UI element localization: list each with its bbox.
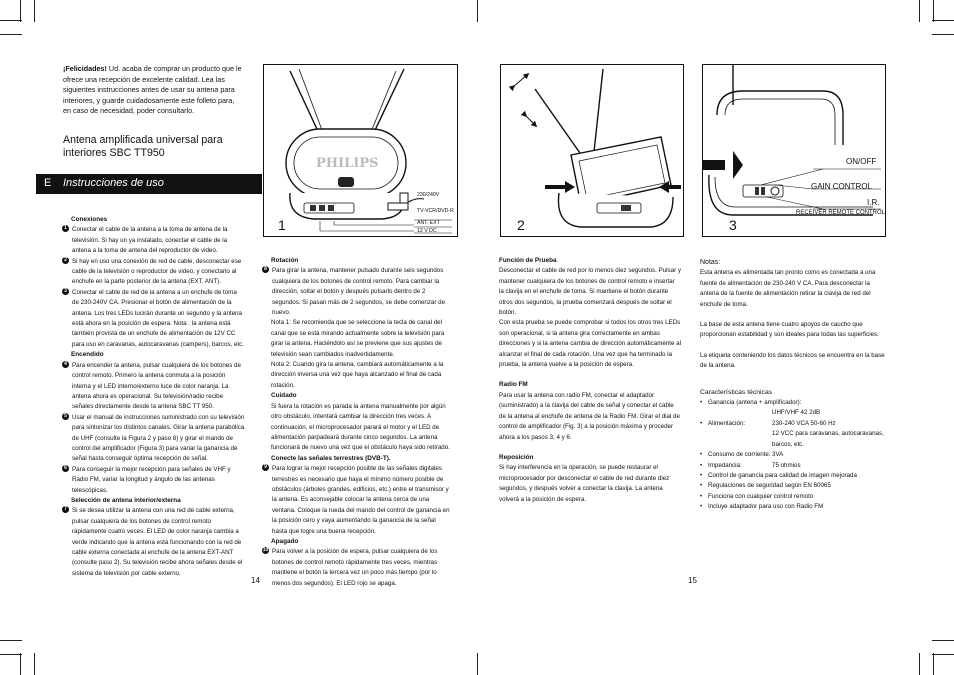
crop-mark <box>919 653 920 675</box>
step-text: Para volver a la posición de espera, pulsar cualquiera de los botones de control remoto rápidamente tres veces, mientras mantiene el botón la tercera vez un poco más tiempo (por lo menos dos segundos). El LED rojo se apaga. <box>272 548 438 587</box>
heading-seleccion: Selección de antena interior/externa <box>71 496 181 504</box>
heading-cuidado: Cuidado <box>271 392 297 400</box>
intro-paragraph <box>63 64 243 117</box>
page-number-right: 15 <box>688 576 697 585</box>
crop-mark <box>932 34 954 35</box>
step-number: 10 <box>262 547 269 554</box>
spec-key: Incluye adaptador para uso con Radio FM <box>708 503 824 511</box>
spec-key: Ganancia (antena + amplificador): <box>708 399 802 407</box>
step-text: Para girar la antena, mantener pulsado durante seis segundos cualquiera de los botones de control remoto. Para cambiar la dirección, soltar el botón y después pulsarlo dentro de 2 segundos. Si pasan más de 2 segundos, se debe comenzar de nuevo. <box>272 267 446 317</box>
instruction-item <box>262 547 450 589</box>
spec-row: • Regulaciones de seguridad según EN 60065 <box>700 481 886 491</box>
spec-row: • Consumo de corriente: 3VA <box>700 450 886 460</box>
label-on-off: ON/OFF <box>846 157 877 166</box>
crop-mark <box>933 0 934 22</box>
reset-text: Si hay interferencia en la operación, se puede restaurar el microprocesador por desconectar el cable de red durante diez segundos, y después volver a conectar la clavija. La antena volverá a la posición de espera. <box>499 464 670 503</box>
column-3 <box>499 256 681 505</box>
figure-number: 1 <box>278 217 286 233</box>
crop-mark <box>0 640 22 641</box>
instruction-item <box>62 413 245 465</box>
figure-number: 3 <box>729 217 737 233</box>
spec-value: UHF/VHF 42 2dB <box>772 409 821 417</box>
crop-mark <box>20 653 21 675</box>
spec-row: • Impedancia: 75 ohmios <box>700 461 886 471</box>
crop-mark <box>932 20 954 21</box>
product-title: Antena amplificada universal para interiores SBC TT950 <box>63 134 223 159</box>
instruction-item <box>62 288 245 350</box>
label-power: 230/240V <box>417 192 440 198</box>
radio-text: Para usar la antena con radio FM, conectar el adaptador (suministrado) a la clavija del cable de señal y conectar el cable de la antena al enchufe de antena de la Radio FM. Girar el dial de control de amplificador (Fig. 3) a la posición máxima y proceder ahora a los pasos 3, 4 y 6. <box>499 391 680 441</box>
spec-key: Regulaciones de seguridad según EN 60065 <box>708 482 831 490</box>
caution-text: Si fuera la rotación es parada la antena manualmente por algún otro obstáculo, intentará cambiar la dirección tres veces. A continuación, el microprocesador parará el motor y el LED de alimentación parpadeará durante cinco segundos. La antena funcionará de nuevo una vez que el obstáculo haya sido retirado. <box>271 402 450 452</box>
step-text: Si hay en uso una conexión de red de cable, desconectar ese cable de la televisión o reproductor de video, y conectarlo al enchufe en la parte posterior de la antena (EXT. ANT). <box>72 257 242 286</box>
step-text: Usar el manual de instrucciones suministrado con su televisión para sintonizar los distintos canales. Girar la antena parabólica de UHF (consulte la Figura 2 y paso 8) y girar el mando de control del amplificador (Figura 3) para variar la ganancia de señal hasta conseguir óptima recepción de señal. <box>72 413 245 463</box>
figure-1 <box>263 64 458 237</box>
step-number: 5 <box>62 413 69 420</box>
figure-3 <box>702 64 886 237</box>
instruction-item <box>62 225 245 256</box>
note-2: Nota 2: Cuando gira la antena, cambiará automáticamente a la dirección inversa una vez que haya alcanzado el final de cada rotación. <box>271 361 444 389</box>
step-number: 1 <box>62 225 69 232</box>
intro-bold: ¡Felicidades! <box>63 64 107 73</box>
step-number: 6 <box>62 465 69 472</box>
section-title: Instrucciones de uso <box>63 177 164 189</box>
step-text: Para encender la antena, pulsar cualquiera de los botones de control remoto. Primero la antena conmuta a la posición interna y el LED interno/externo luce de color naranja. La antena ahora es operacional. Su televisión/radio recibe señales directamente desde la antena SBC TT 950. <box>72 361 241 411</box>
heading-conexiones: Conexiones <box>71 216 108 223</box>
crop-mark <box>0 20 22 21</box>
label-receiver-remote: RECEIVER REMOTE CONTROL <box>796 210 886 216</box>
spec-key: Funciona con cualquier control remoto <box>708 492 814 500</box>
heading-radio-fm: Radio FM <box>499 381 528 389</box>
page-number-left: 14 <box>251 576 260 585</box>
heading-caracteristicas: Características técnicas <box>700 388 773 396</box>
crop-mark <box>34 653 35 675</box>
instruction-item <box>262 266 450 318</box>
spec-row: • Alimentación: 230-240 VCA 50-60 Hz <box>700 419 886 429</box>
notes-text-2: La base de esta antena tiene cuatro apoyos de caucho que proporcionan estabilidad y son ideales para todas las superficies. <box>700 321 879 339</box>
spec-value: 230-240 VCA 50-60 Hz <box>772 419 836 427</box>
step-text: Conectar el cable de la antena a la toma de antena de la televisión. Si hay un ya instalado, conectar el cable de la antena a la toma de antena del reproductor de video. <box>72 226 228 255</box>
notes-text-3: La etiqueta conteniendo los datos técnicos se encuentra en la base de la antena. <box>700 351 885 370</box>
crop-mark <box>0 34 22 35</box>
spec-row <box>700 408 886 418</box>
spec-row: • Ganancia (antena + amplificador): <box>700 398 886 408</box>
note-1: Nota 1: Se recomienda que se seleccione la tecla de canal del canal que se está mirando actualmente sobre la televisión para girar la antena. Haciéndolo así se previene que sus ajustes de televisión sean cambiados inadvertidamente. <box>271 319 445 358</box>
step-text: Si se desea utilizar la antena con una red de cable externa, pulsar cualquiera de los botones de control remoto rápidamente cuatro veces. El LED de color naranja cambia a verde indicando que la antena está funcionando con la red de cable externa conectada al enchufe de la antena EXT-ANT (consulte paso 2). Su televisión recibe ahora señales desde el sistema de televisión por cable externo. <box>72 507 243 577</box>
heading-dvbt: Conecte las señales terrestres (DVB-T). <box>271 454 391 462</box>
instruction-item <box>62 506 245 579</box>
crop-mark <box>20 0 21 22</box>
column-2 <box>262 256 450 589</box>
antenna-rotation-illustration <box>501 65 683 236</box>
step-text: Para lograr la mejor recepción posible de las señales digitales terrestres es necesario que haya el mínimo número posible de obstáculos (árboles grandes, edificios, etc.) entre el transmisor y la antena. Es aconsejable colocar la antena cerca de una ventana. Coloque la rueda del mando del control de ganancia en la posición cero y vaya aumentando la ganancia de la señal hasta que logre una buena recepción. <box>272 465 450 535</box>
column-4 <box>700 258 888 513</box>
spec-key: Impedancia: <box>708 461 742 469</box>
instruction-item <box>62 465 245 496</box>
instruction-item <box>262 464 450 537</box>
instruction-item <box>62 257 245 288</box>
spec-value: 12 VCC para caravanas, autocaravanas, barcos, etc. <box>772 430 884 448</box>
step-number: 8 <box>262 266 269 273</box>
spec-row <box>700 429 886 450</box>
crop-mark <box>0 654 22 655</box>
step-text: Conectar el cable de red de la antena a un enchufe de toma de 230-240V CA. Presionar el botón de alimentación de la antena. Los tres LEDs lucirán durante un segundo y la antena está ahora en la posición de espera. Nota : la antena está también provista de un enchufe de alimentación de 12V CC para uso en caravanas, autocaravanas (campers), barcos, etc. <box>72 288 244 348</box>
step-number: 9 <box>262 464 269 471</box>
spec-key: Control de ganancia para calidad de imagen mejorada <box>708 471 857 479</box>
label-ir: I.R. <box>867 198 880 207</box>
heading-prueba: Función de Prueba <box>499 257 557 264</box>
heading-rotacion: Rotación <box>271 257 299 264</box>
spec-row: • Funciona con cualquier control remoto <box>700 492 886 502</box>
heading-reposicion: Reposición <box>499 453 534 461</box>
step-number: 3 <box>62 288 69 295</box>
step-number: 2 <box>62 257 69 264</box>
heading-apagado: Apagado <box>271 537 299 545</box>
spec-key: Alimentación: <box>708 419 746 427</box>
figure-number: 2 <box>517 217 525 233</box>
crop-mark <box>933 653 934 675</box>
step-number: 7 <box>62 506 69 513</box>
instruction-item <box>62 361 245 413</box>
language-letter: E <box>44 177 52 189</box>
label-12v: 12 V DC <box>417 228 437 234</box>
notes-text-1: Esta antena es alimentada tan pronto como es conectada a una fuente de alimentación de 230-240 V CA. Para desconectar la antena de la fuente de alimentación retirar la clavija de red del enchufe de toma. <box>700 269 876 308</box>
test-text-2: Con esta prueba se puede comprobar si todos los otros tres LEDs son operacional, si la antena gira correctamente en ambas direcciones y si la antena cambia de dirección automáticamente al alcanzar el final de cada rotación. Una vez que ha terminado la prueba, la antena vuelve a la posición de espera. <box>499 319 681 369</box>
figure-2 <box>500 64 684 237</box>
step-text: Para conseguir la mejor recepción para señales de VHF y Radio FM, variar la longitud y ángulo de las antenas telescópicas. <box>72 465 231 494</box>
test-text-1: Desconectar el cable de red por lo menos diez segundos. Pulsar y mantener cualquiera de los botones de control remoto e insertar la clavija en el enchufe de toma. Si mantiene el botón durante otros dos segundos, la prueba comenzará después de soltar el botón. <box>499 267 681 317</box>
spec-key: Consumo de corriente: <box>708 451 771 459</box>
column-1 <box>62 215 245 579</box>
spec-row: • Control de ganancia para calidad de imagen mejorada <box>700 471 886 481</box>
heading-encendido: Encendido <box>71 351 104 359</box>
spec-row: • Incluye adaptador para uso con Radio FM <box>700 502 886 512</box>
spec-value: 3VA <box>772 451 784 459</box>
crop-mark <box>919 0 920 22</box>
intro-text: Ud. acaba de comprar un producto que le ofrece una recepción de excelente calidad. Lea las siguientes instrucciones antes de usar su antena para interiores, y guarde cuidadosamente este folleto para, en caso de necesidad, poder consultarlo. <box>63 64 242 116</box>
crop-mark <box>477 653 478 675</box>
spec-value: 75 ohmios <box>772 461 801 469</box>
label-tv-vcr: TV-VCR/DVD-R <box>417 208 454 214</box>
crop-mark <box>932 640 954 641</box>
crop-mark <box>34 0 35 22</box>
step-number: 4 <box>62 361 69 368</box>
label-gain-control: GAIN CONTROL <box>811 182 872 191</box>
crop-mark <box>477 0 478 22</box>
specs-table <box>700 398 886 512</box>
crop-mark <box>932 654 954 655</box>
label-ant-ext: ANT. EXT <box>417 220 440 226</box>
heading-notas: Notas: <box>700 259 721 266</box>
section-banner <box>36 174 262 194</box>
brand-logo: PHILIPS <box>316 156 379 171</box>
